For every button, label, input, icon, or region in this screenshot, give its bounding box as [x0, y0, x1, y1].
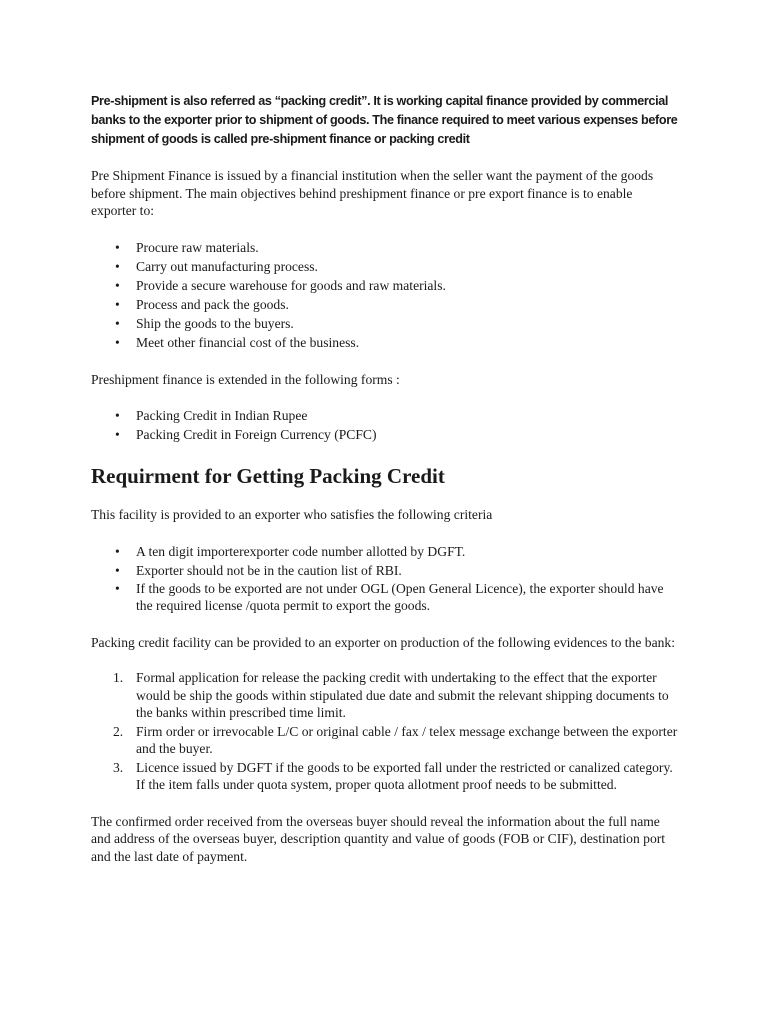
numbered-item	[91, 759, 681, 794]
list-item: • Provide a secure warehouse for goods and raw materials.	[91, 276, 681, 295]
numbered-item	[91, 669, 681, 722]
forms-intro-paragraph: Preshipment finance is extended in the following forms :	[91, 371, 400, 387]
list-item: • Packing Credit in Indian Rupee	[91, 406, 681, 425]
item-text: Formal application for release the packing credit with undertaking to the effect that the exporter would be ship the goods within stipulated due date and submit the relevant shipping documents to the banks within prescribed time limit.	[136, 670, 669, 720]
list-item: • A ten digit importerexporter code number allotted by DGFT.	[91, 542, 681, 561]
item-text: Licence issued by DGFT if the goods to be exported fall under the restricted or canalized category. If the item falls under quota system, proper quota allotment proof needs to be submitted.	[136, 759, 673, 792]
criteria-intro-paragraph: This facility is provided to an exporter who satisfies the following criteria	[91, 507, 493, 522]
item-text: Firm order or irrevocable L/C or original cable / fax / telex message exchange between the exporter and the buyer.	[136, 723, 678, 756]
confirmed-order-paragraph: The confirmed order received from the overseas buyer should reveal the information about the full name and address of the overseas buyer, description quantity and value of goods (FOB or CIF), destination port and the last date of payment.	[91, 813, 666, 864]
list-item: • Ship the goods to the buyers.	[91, 314, 681, 333]
list-item: • Exporter should not be in the caution list of RBI.	[91, 561, 681, 580]
list-item: • If the goods to be exported are not under OGL (Open General Licence), the exporter should have the required license /quota permit to export the goods.	[91, 580, 681, 615]
list-item: • Meet other financial cost of the business.	[91, 333, 681, 352]
objectives-list	[91, 238, 681, 352]
list-item: • Process and pack the goods.	[91, 295, 681, 314]
list-item: • Procure raw materials.	[91, 238, 681, 257]
numbered-item	[91, 723, 681, 758]
list-item: • Carry out manufacturing process.	[91, 257, 681, 276]
criteria-list	[91, 542, 681, 615]
evidences-intro-paragraph: Packing credit facility can be provided to an exporter on production of the following evidences to the bank:	[91, 634, 675, 650]
list-item: • Packing Credit in Foreign Currency (PCFC)	[91, 425, 681, 444]
evidences-list	[91, 669, 681, 794]
intro-paragraph: Pre-shipment is also referred as “packing credit”. It is working capital finance provided by commercial banks to the exporter prior to shipment of goods. The finance required to meet various expenses before shipment of goods is called pre-shipment finance or packing credit	[91, 94, 678, 146]
item-number: 2.	[113, 723, 124, 739]
section-heading: Requirment for Getting Packing Credit	[91, 464, 445, 488]
document-page	[91, 92, 681, 883]
item-number: 3.	[113, 759, 124, 775]
item-number: 1.	[113, 670, 124, 685]
forms-list	[91, 406, 681, 444]
objectives-intro-paragraph: Pre Shipment Finance is issued by a financial institution when the seller want the payment of the goods before shipment. The main objectives behind preshipment finance or pre export finance is to enable exporter to:	[91, 168, 654, 218]
